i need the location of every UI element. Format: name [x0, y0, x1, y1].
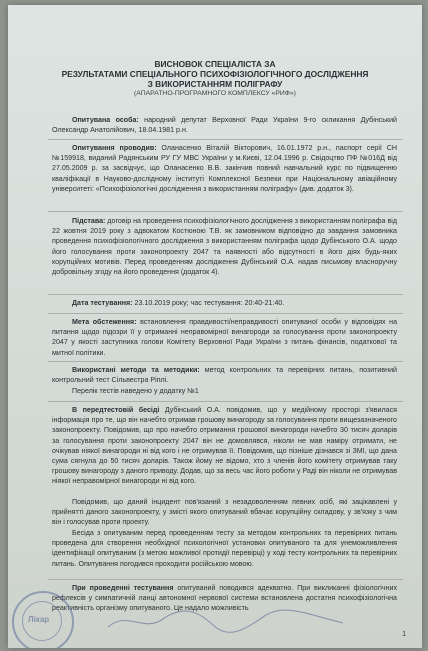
signature-scribble: [103, 605, 353, 635]
paragraph-3: Бесіда з опитуваним перед проведенням тесту за методом контрольних та перевірних питань проведена для створення необхідної психологічної установки опитуваного та для унеможливлення ідентифікації опитуваним (з метою можливої протидії перевірці) у ході тесту контрольних та перевірних питань. Опитування погодився проходити російською мовою.: [52, 529, 397, 568]
date-paragraph: [52, 298, 397, 308]
basis-label: Підстава:: [72, 217, 106, 225]
title-line-4: (АПАРАТНО-ПРОГРАМНОГО КОМПЛЕКСУ «РИФ»): [134, 90, 296, 97]
divider: [48, 313, 403, 314]
pretest-text: Дубінський О.А. повідомив, що у медійному просторі з'явилася інформація про те, що він начебто отримав грошову винагороду за голосування проти вищезазначеного законопроекту. Повідомив, що про начебто отримання грошової винагороди начебто 30 тисяч доларів за голосування проти законопроекту 2047 він не домовлявся, ніколи не мав наміру отримати, не очікував ніякої винагороди ні від кого і не отримував її. Повідомив, що пізніше дізнався зі ЗМІ, що дана сума сягнула до 50 тисяч доларів. Також йому не відомо, хто з членів його комітету отримував таку грошову винагороду з даного приводу. Додав, що за весь час його роботи у Раді він ніколи не отримував ніякої неправомірної винагороди ні від кого.: [52, 406, 397, 486]
goal-label: Мета обстеження:: [72, 318, 137, 326]
title-line-1: ВИСНОВОК СПЕЦІАЛІСТА ЗА: [154, 59, 276, 69]
divider: [48, 294, 403, 295]
basis-text: договір на проведення психофізіологічного дослідження з використанням поліграфа від 22 жовтня 2019 року з адвокатом Костюною Т.В. як замовником відповідно до завдання замовника проведення психофізіологічного дослідження з використанням поліграфа щодо Дубінського О.А. щодо його голосування проти законопроекту 2047 та наявності або відсутності в його діях будь-яких корупційних мотивів. Перед проведенням дослідження Дубінський О.А. надав письмову власноручну добровільну згоду на його проведення (додаток 4).: [52, 217, 397, 277]
title-line-3: З ВИКОРИСТАННЯМ ПОЛІГРАФУ: [147, 79, 283, 89]
divider: [48, 401, 403, 402]
date-text: 23.10.2019 року; час тестування: 20:40-21:40.: [132, 299, 285, 307]
examiner-paragraph: [52, 143, 397, 194]
methods-paragraph: [52, 365, 397, 385]
testing-label: При проведенні тестування: [72, 584, 174, 592]
divider: [48, 211, 403, 212]
person-text: народний депутат Верховної Ради України 9-го скликання Дубінський Олександр Анатолійович, 18.04.1981 р.н.: [52, 116, 398, 135]
goal-paragraph: [52, 317, 397, 358]
title-line-2: РЕЗУЛЬТАТАМИ СПЕЦІАЛЬНОГО ПСИХОФІЗІОЛОГІЧНОГО ДОСЛІДЖЕННЯ: [61, 69, 369, 79]
page-number: 1: [402, 631, 406, 638]
person-label: Опитувана особа:: [72, 116, 139, 124]
paragraph-2: Повідомив, що даний інцидент пов'язаний з незадоволенням певних осіб, які зацікавлені у прийнятті даного законопроекту, у змісті якого опитуваний вбачає корупційну складову, у зв'язку з чим він і голосував проти проекту.: [52, 498, 397, 527]
tests-list-note: Перелік тестів наведено у додатку №1: [72, 387, 199, 395]
round-stamp: [12, 591, 74, 648]
stamp-text: Лікар: [28, 615, 50, 624]
pretest-label: В передтестовій бесіді: [72, 406, 160, 414]
testing-text: опитуваний поводився адекватно. При викликанні фізіологічних рефлексів у симпатичній ланці автономної нервової системи встановлена достатня психофізіологічна реактивність організму опитуваного. Це надало можливість: [52, 584, 397, 613]
date-label: Дата тестування:: [72, 299, 133, 307]
pretest-paragraph: [52, 405, 397, 487]
document-page: [8, 5, 422, 648]
divider: [48, 361, 403, 362]
goal-text: встановлення правдивості/неправдивості опитуваної особи у відповідях на питання щодо підозри її у отриманні неправомірної винагороди за голосування проти законопроекту 2047 у якості заступника голови Комітету Верховної Ради України з питань фінансів, податкової та митної політики.: [52, 318, 398, 357]
divider: [48, 579, 403, 580]
basis-paragraph: [52, 216, 397, 277]
methods-label: Використані методи та методики:: [72, 366, 200, 374]
examiner-label: Опитування проводив:: [72, 144, 157, 152]
examiner-text: Оланасенко Віталій Вікторович, 16.01.1972 р.н., паспорт серії СН №159918, виданий Радянським РУ ГУ МВС України у м.Києві, 12.04.1996 р. Свідоцтво ПФ №016Д від 27.05.2009 р. за засвідчує, що Оланасенко В.В. закінчив повний навчальний курс по підвищенню кваліфікації в Науково-дослідному інституті Комплексної Безпеки при Національному авіаційному університеті: «Психофізіологічні дослідження з використанням поліграфу» (див. додаток 3).: [52, 144, 397, 193]
divider: [48, 139, 403, 140]
methods-text: метод контрольних та перевірних питань, позитивний контрольний тест Сільвестра Ріплі.: [52, 366, 397, 385]
person-paragraph: [52, 115, 397, 135]
